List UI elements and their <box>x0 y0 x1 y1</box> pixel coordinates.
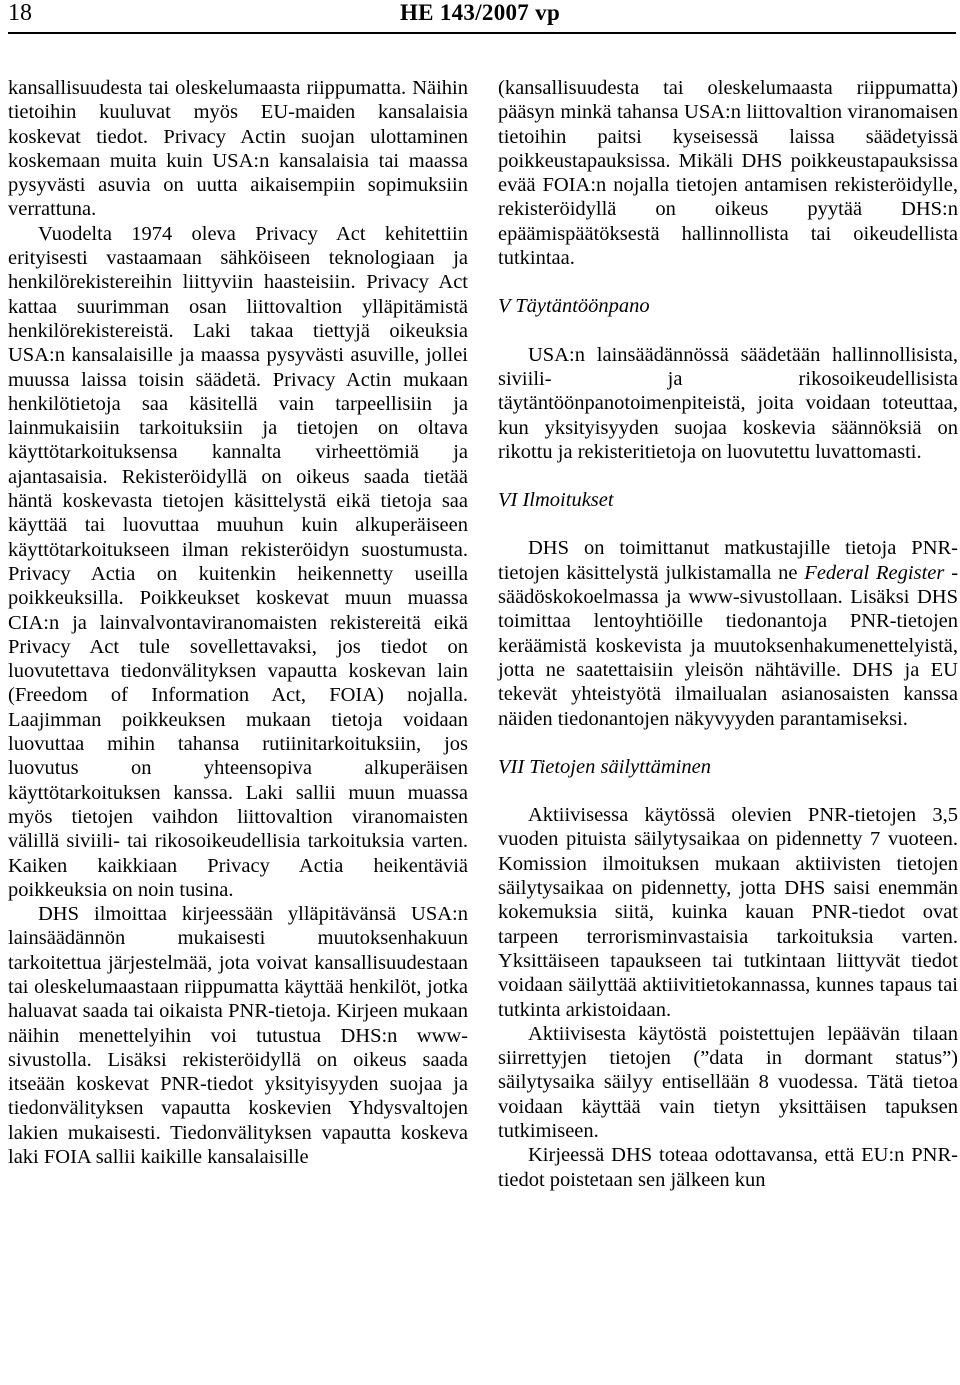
text-run: -säädöskokoelmassa ja www-sivustollaan. Lisäksi DHS toimittaa lentoyhtiöille tiedonantoja PNR-tietojen keräämistä koskevista ja muutoksenhakumenettelyistä, jotta ne saatettaisiin yleisön nähtäville. DHS ja EU tekevät yhteistyötä ilmailualan asianosaisten kanssa näiden tiedonantojen näkyvyyden parantamiseksi. <box>498 561 959 730</box>
section-heading: V Täytäntöönpano <box>498 295 650 318</box>
paragraph: kansallisuudesta tai oleskelumaasta riippumatta. Näihin tietoihin kuuluvat myös EU-maiden kansalaisia koskevat tiedot. Privacy Actin suojan ulottaminen koskemaan muita kuin USA:n kansalaisia tai maassa pysyvästi asuvia on uutta aikaisempiin sopimuksiin verrattuna. <box>8 77 468 221</box>
paragraph: Vuodelta 1974 oleva Privacy Act kehitettiin erityisesti vastaamaan sähköiseen teknologiaan ja henkilörekistereihin liittyviin haasteisiin. Privacy Act kattaa suurimman osan liittovaltion ylläpitämistä henkilörekistereistä. Laki takaa tiettyjä oikeuksia USA:n kansalaisille ja maassa pysyvästi asuville, jollei muussa laissa toisin säädetä. Privacy Actin mukaan henkilötietoja saa käsitellä vain tarpeellisiin ja lainmukaisiin tarkoituksiin ja tietojen on oltava käyttötarkoituksensa kannalta virheettömiä ja ajantasaisia. Rekisteröidyllä on oikeus saada tietää häntä koskevasta tietojen käsittelystä eikä tietoja saa käyttää tai luovuttaa muuhun kuin alkuperäiseen käyttötarkoitukseen ilman rekisteröidyn suostumusta. Privacy Actia on kuitenkin heikennetty useilla poikkeuksilla. Poikkeukset koskevat muun muassa CIA:n ja lainvalvontaviranomaisten rekistereitä eikä Privacy Act tule sovellettavaksi, jos tiedot on luovutettava tiedonvälityksen vapautta koskevan lain (Freedom of Information Act, FOIA) nojalla. Laajimman poikkeuksen mukaan tietoja voidaan luovuttaa mihin tahansa rutiinitarkoituksiin, jos luovutus on yhteensopiva alkuperäisen käyttötarkoituksen kanssa. Laki sallii muun muassa myös tietojen vaihdon liittovaltion viranomaisten välillä siviili- tai rikosoikeudellisia tarkoituksia varten. Kaiken kaikkiaan Privacy Actia heikentäviä poikkeuksia on noin tusina. <box>8 222 468 901</box>
left-column <box>8 76 468 1169</box>
publication-title: Federal Register <box>804 561 945 584</box>
paragraph <box>498 536 958 730</box>
paragraph: Aktiivisesta käytöstä poistettujen lepäävän tilaan siirrettyjen tietojen (”data in dormant status”) säilytysaika säilyy entisellään 8 vuodessa. Tätä tietoa voidaan käyttää vain tietyn yksittäisen tapuksen tutkimiseen. <box>498 1022 958 1142</box>
text-run: DHS on toimittanut matkustajille tietoja PNR-tietojen käsittelystä julkistamalla ne <box>498 537 958 584</box>
header-rule <box>8 32 956 34</box>
document-id: HE 143/2007 vp <box>399 0 561 25</box>
paragraph: (kansallisuudesta tai oleskelumaasta riippumatta) pääsyn minkä tahansa USA:n liittovaltion viranomaisen tietoihin paitsi kyseisessä laissa säädetyissä poikkeustapauksissa. Mikäli DHS poikkeustapauksissa evää FOIA:n nojalla tietojen antamisen rekisteröidylle, rekisteröidyllä on oikeus pyytää DHS:n epäämispäätöksestä hallinnollista tai oikeudellista tutkintaa. <box>498 77 958 270</box>
paragraph: DHS ilmoittaa kirjeessään ylläpitävänsä USA:n lainsäädännön mukaisesti muutoksenhakuun tarkoitettua järjestelmää, jota voivat kansallisuudestaan tai oleskelumaastaan riippumatta käyttää henkilöt, jotka haluavat saada tai oikaista PNR-tietoja. Kirjeen mukaan näihin menettelyihin voi tutustua DHS:n www-sivustolla. Lisäksi rekisteröidyllä on oikeus saada itseään koskevat PNR-tiedot yksityisyyden suojaa ja tiedonvälityksen vapautta koskevien Yhdysvaltojen lakien mukaisesti. Tiedonvälityksen vapautta koskeva laki FOIA sallii kaikille kansalaisille <box>8 903 468 1169</box>
page-number: 18 <box>8 0 32 26</box>
right-column <box>498 76 958 1192</box>
section-heading: VII Tietojen säilyttäminen <box>498 755 711 778</box>
paragraph: USA:n lainsäädännössä säädetään hallinnollisista, siviili- ja rikosoikeudellisista täytäntöönpanotoimenpiteistä, joita voidaan toteuttaa, kun yksityisyyden suojaa koskevia säännöksiä on rikottu ja rekisteritietoja on luovutettu luvattomasti. <box>498 343 958 463</box>
section-heading: VI Ilmoitukset <box>498 489 614 512</box>
paragraph: Kirjeessä DHS toteaa odottavansa, että EU:n PNR-tiedot poistetaan sen jälkeen kun <box>498 1144 958 1191</box>
paragraph: Aktiivisessa käytössä olevien PNR-tietojen 3,5 vuoden pituista säilytysaikaa on pidennetty 7 vuoteen. Komission ilmoituksen mukaan aktiivisten tietojen säilytysaikaa on pidennetty, jotta DHS saisi enemmän kokemuksia siitä, kuinka kauan PNR-tiedot ovat tarpeen terrorisminvastaisia tarkoituksia varten. Yksittäiseen tapaukseen tai tutkintaan liittyvät tiedot voidaan säilyttää aktiivitietokannassa, kunnes tapaus tai tutkinta arkistoidaan. <box>498 804 958 1021</box>
